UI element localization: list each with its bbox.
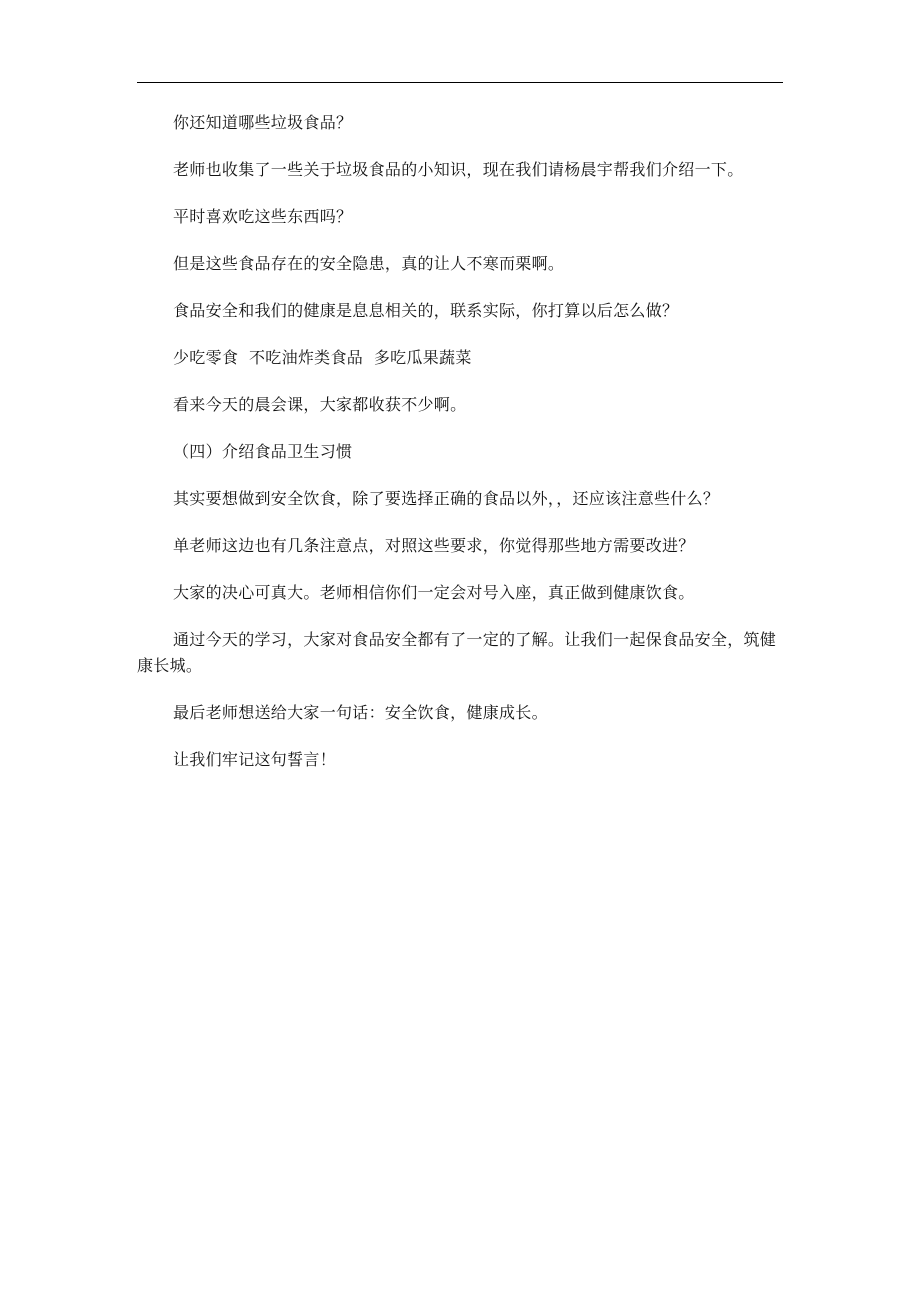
paragraph: 食品安全和我们的健康是息息相关的，联系实际，你打算以后怎么做？ [173,301,679,320]
paragraph: 单老师这边也有几条注意点，对照这些要求，你觉得那些地方需要改进？ [173,536,695,555]
paragraph: 老师也收集了一些关于垃圾食品的小知识，现在我们请杨晨宇帮我们介绍一下。 [173,160,744,179]
paragraph: 你还知道哪些垃圾食品？ [173,113,353,132]
paragraph: 让我们牢记这句誓言！ [173,750,337,769]
paragraph: 看来今天的晨会课，大家都收获不少啊。 [173,395,467,414]
header-rule [137,82,783,83]
paragraph: 最后老师想送给大家一句话：安全饮食，健康成长。 [173,703,548,722]
paragraph: 其实要想做到安全饮食，除了要选择正确的食品以外，，还应该注意些什么？ [173,489,720,508]
paragraph: 大家的决心可真大。老师相信你们一定会对号入座，真正做到健康饮食。 [173,583,695,602]
paragraph: 平时喜欢吃这些东西吗？ [173,207,353,226]
section-heading: （四）介绍食品卫生习惯 [173,442,353,461]
paragraph: 但是这些食品存在的安全隐患，真的让人不寒而栗啊。 [173,254,565,273]
paragraph: 通过今天的学习，大家对食品安全都有了一定的了解。让我们一起保食品安全，筑健康长城。 [137,630,777,675]
paragraph: 少吃零食 不吃油炸类食品 多吃瓜果蔬菜 [173,348,472,367]
document-body [137,110,787,773]
